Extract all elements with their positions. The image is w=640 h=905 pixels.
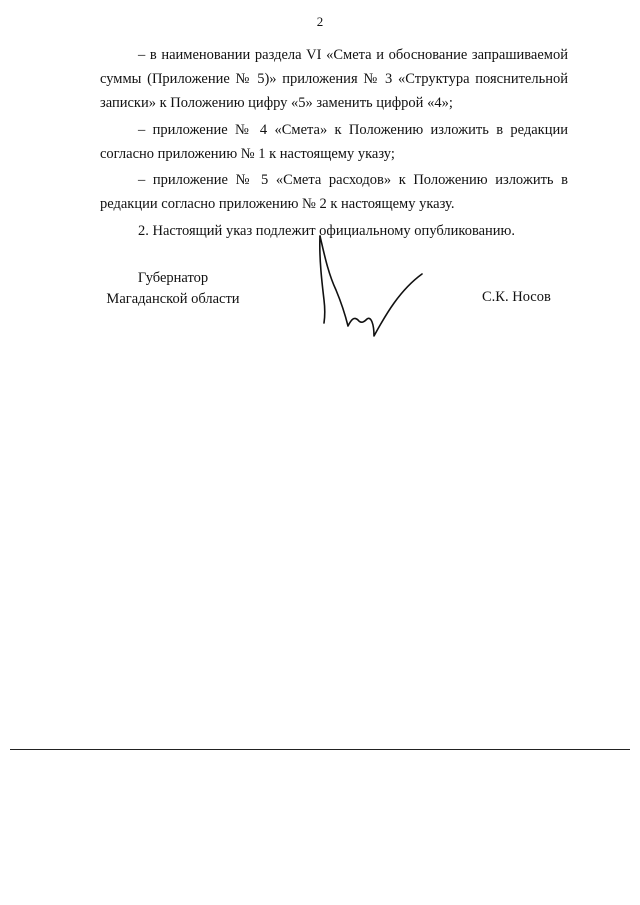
signer-position-line: Магаданской области xyxy=(106,291,240,307)
amendment-item: – приложение № 4 «Смета» к Положению изложить в редакции согласно приложению № 1 к настоящему указу; xyxy=(100,121,568,162)
signer-position xyxy=(100,268,246,310)
footer-divider xyxy=(10,749,630,750)
page-number: 2 xyxy=(316,14,324,29)
publication-clause: 2. Настоящий указ подлежит официальному опубликованию. xyxy=(138,222,516,239)
amendment-item: – приложение № 5 «Смета расходов» к Положению изложить в редакции согласно приложению № 2 к настоящему указу. xyxy=(100,172,568,212)
signer-name: С.К. Носов xyxy=(482,289,551,305)
handwritten-signature xyxy=(310,228,440,348)
amendment-item: – в наименовании раздела VI «Смета и обоснование запрашиваемой суммы (Приложение № 5)» приложения № 3 «Структура пояснительной записки» к Положению цифру «5» заменить цифрой «4»; xyxy=(100,47,568,111)
signer-position-line: Губернатор xyxy=(137,270,209,286)
